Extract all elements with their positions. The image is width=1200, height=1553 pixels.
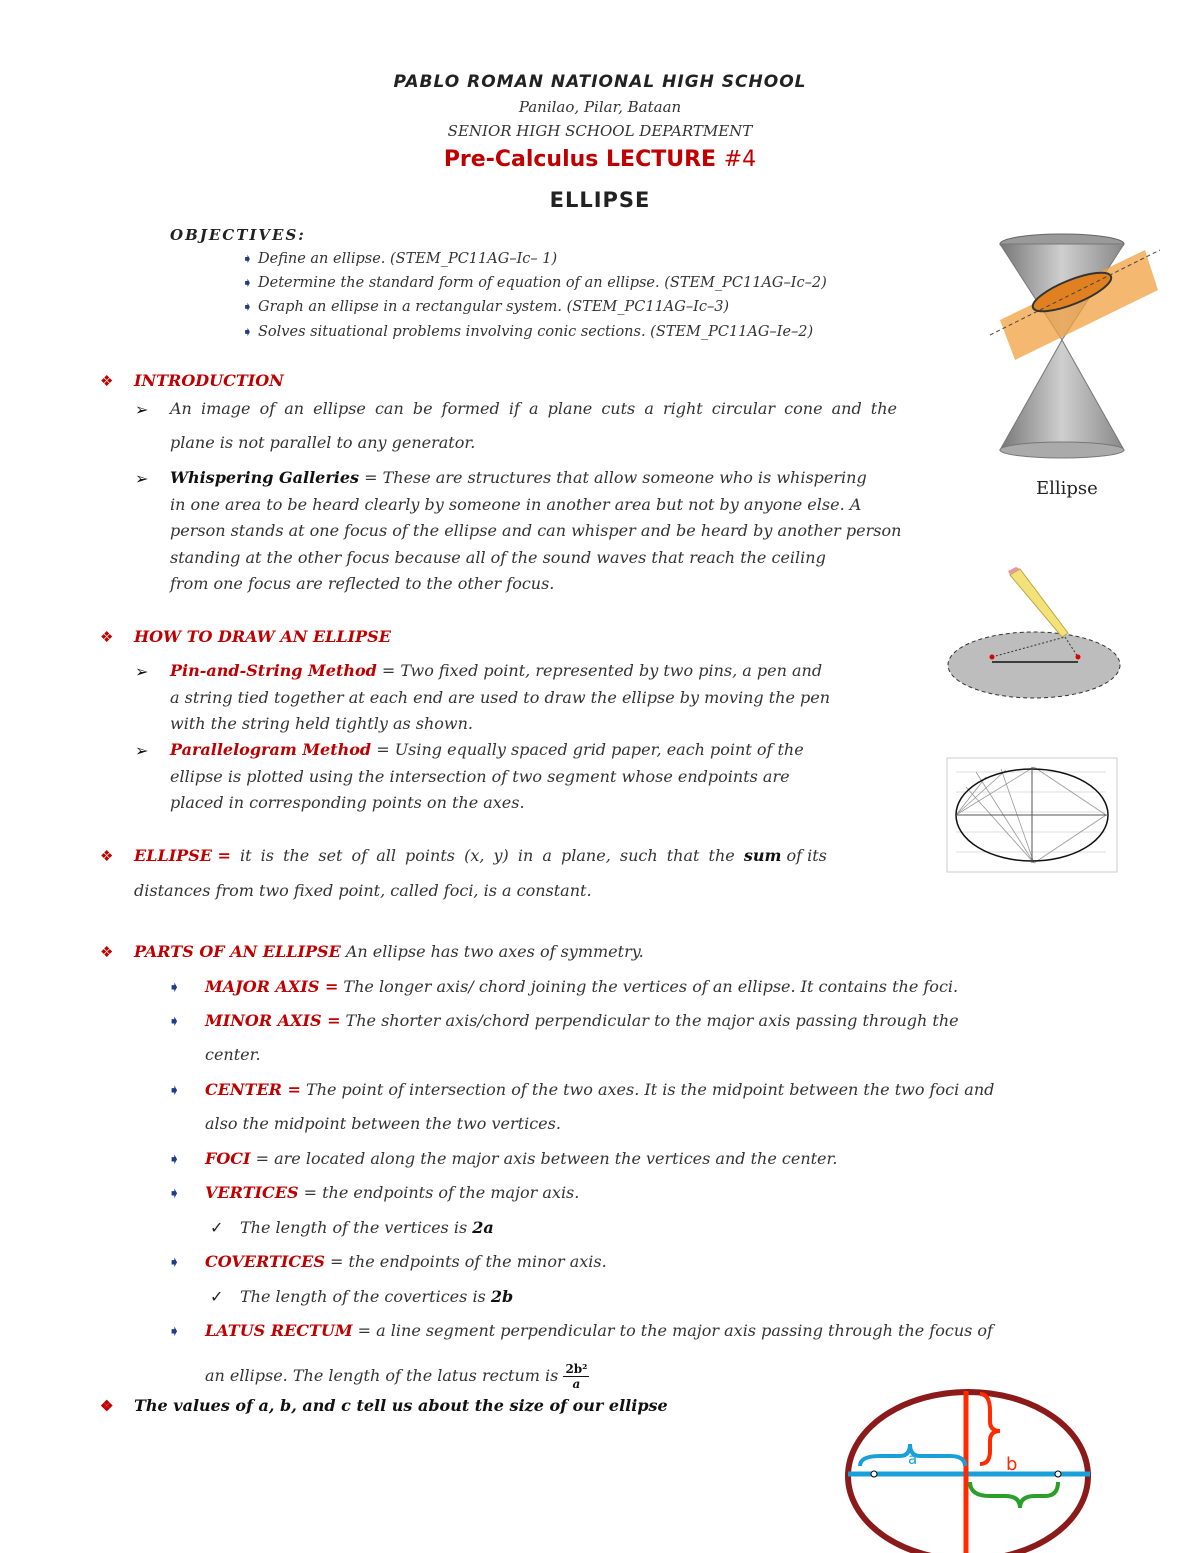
topic-title: ELLIPSE bbox=[549, 188, 651, 212]
parallelogram-term: Parallelogram Method bbox=[170, 740, 372, 759]
diamond-bullet-icon: ❖ bbox=[100, 372, 114, 390]
department: SENIOR HIGH SCHOOL DEPARTMENT bbox=[447, 122, 753, 140]
cone-ellipse-figure bbox=[990, 230, 1160, 510]
arrow-bullet-icon: ➧ bbox=[168, 1253, 181, 1271]
chevron-bullet-icon: ➢ bbox=[135, 469, 149, 488]
lecture-heading bbox=[0, 147, 1200, 172]
part-latus-rectum: LATUS RECTUM = a line segment perpendicular to the major axis passing through the focus of bbox=[205, 1321, 993, 1340]
pin-string-term: Pin-and-String Method bbox=[170, 661, 377, 680]
ellipse-definition: ❖ ELLIPSE = it is the set of all points (x, y) in a plane, such that the sum of its bbox=[100, 846, 827, 865]
label-a: a bbox=[908, 1450, 918, 1468]
objective-item: ➧ Graph an ellipse in a rectangular system. (STEM_PC11AG–Ic–3) bbox=[242, 299, 730, 315]
arrow-bullet-icon: ➧ bbox=[168, 1012, 181, 1030]
intro-paragraph: An image of an ellipse can be formed if a plane cuts a right circular cone and the plane is not parallel to any generator. bbox=[170, 399, 897, 452]
covertices-length: The length of the covertices is 2b bbox=[240, 1287, 514, 1306]
lecture-number: #4 bbox=[723, 147, 757, 172]
objective-item: ➧ Define an ellipse. (STEM_PC11AG–Ic– 1) bbox=[242, 251, 558, 267]
ellipse-abc-diagram bbox=[840, 1386, 1110, 1553]
parallelogram-figure bbox=[946, 757, 1118, 873]
chevron-bullet-icon: ➢ bbox=[135, 400, 149, 419]
checkmark-icon: ✓ bbox=[210, 1287, 224, 1306]
lecture-title: Pre-Calculus LECTURE bbox=[443, 147, 717, 172]
pin-string-figure bbox=[940, 565, 1130, 705]
chevron-bullet-icon: ➢ bbox=[135, 741, 149, 760]
chevron-bullet-icon: ➢ bbox=[135, 662, 149, 681]
part-center-cont: also the midpoint between the two vertices. bbox=[205, 1114, 561, 1133]
arrow-bullet-icon: ➧ bbox=[168, 1150, 181, 1168]
arrow-bullet-icon: ➧ bbox=[242, 252, 253, 267]
part-foci: FOCI = are located along the major axis between the vertices and the center. bbox=[205, 1149, 838, 1168]
how-to-draw-heading: ❖ HOW TO DRAW AN ELLIPSE bbox=[100, 627, 391, 646]
ellipse-definition-cont: distances from two fixed point, called foci, is a constant. bbox=[134, 881, 592, 900]
part-covertices: COVERTICES = the endpoints of the minor axis. bbox=[205, 1252, 607, 1271]
part-major-axis: MAJOR AXIS = The longer axis/ chord joining the vertices of an ellipse. It contains the foci. bbox=[205, 977, 959, 996]
part-minor-axis: MINOR AXIS = The shorter axis/chord perpendicular to the major axis passing through the bbox=[205, 1011, 959, 1030]
diamond-bullet-icon: ❖ bbox=[100, 847, 114, 865]
school-name: PABLO ROMAN NATIONAL HIGH SCHOOL bbox=[393, 72, 807, 92]
pin-string-paragraph: Pin-and-String Method = Two fixed point, represented by two pins, a pen and a string tied together at each end are used to draw the ellipse by moving the pen with the string held tightly as shown. bbox=[170, 661, 831, 733]
arrow-bullet-icon: ➧ bbox=[168, 1322, 181, 1340]
latus-rectum-fraction: $\frac{\text{2b²}}{a}$ bbox=[565, 1362, 588, 1391]
vertices-length: The length of the vertices is 2a bbox=[240, 1218, 494, 1237]
part-latus-rectum-cont: an ellipse. The length of the latus rectum is $\frac{\text{2b²}}{a}$ bbox=[205, 1362, 588, 1391]
diamond-bullet-icon: ❖ bbox=[100, 628, 114, 646]
objectives-title: OBJECTIVES: bbox=[170, 226, 306, 244]
diamond-bullet-icon: ❖ bbox=[100, 1397, 114, 1415]
arrow-bullet-icon: ➧ bbox=[242, 276, 253, 291]
objective-item: ➧ Determine the standard form of equation of an ellipse. (STEM_PC11AG–Ic–2) bbox=[242, 275, 827, 291]
parallelogram-paragraph: Parallelogram Method = Using equally spaced grid paper, each point of the ellipse is plotted using the intersection of two segment whose endpoints are placed in corresponding points on the axes. bbox=[170, 740, 804, 812]
arrow-bullet-icon: ➧ bbox=[242, 300, 253, 315]
whisper-term: Whispering Galleries bbox=[170, 468, 360, 487]
label-b: b bbox=[1006, 1454, 1018, 1475]
diamond-bullet-icon: ❖ bbox=[100, 943, 114, 961]
whisper-paragraph: Whispering Galleries = These are structures that allow someone who is whispering in one area to be heard clearly by someone in another area but not by anyone else. A person stands at one focus of the ellipse and can whisper and be heard by another person standing at the other focus because all of the sound waves that reach the ceiling from one focus are reflected to the other focus. bbox=[170, 468, 902, 593]
figure-caption: Ellipse bbox=[1036, 478, 1098, 499]
arrow-bullet-icon: ➧ bbox=[242, 325, 253, 340]
parts-heading: ❖ PARTS OF AN ELLIPSE An ellipse has two axes of symmetry. bbox=[100, 942, 644, 961]
school-address: Panilao, Pilar, Bataan bbox=[518, 98, 682, 116]
part-center: CENTER = The point of intersection of the two axes. It is the midpoint between the two foci and bbox=[205, 1080, 995, 1099]
checkmark-icon: ✓ bbox=[210, 1218, 224, 1237]
introduction-heading: ❖ INTRODUCTION bbox=[100, 371, 284, 390]
part-minor-axis-cont: center. bbox=[205, 1045, 261, 1064]
arrow-bullet-icon: ➧ bbox=[168, 1081, 181, 1099]
closing-statement: ❖ The values of a, b, and c tell us about the size of our ellipse bbox=[100, 1396, 668, 1415]
arrow-bullet-icon: ➧ bbox=[168, 978, 181, 996]
part-vertices: VERTICES = the endpoints of the major axis. bbox=[205, 1183, 580, 1202]
objective-item: ➧ Solves situational problems involving conic sections. (STEM_PC11AG–Ie–2) bbox=[242, 324, 814, 340]
arrow-bullet-icon: ➧ bbox=[168, 1184, 181, 1202]
